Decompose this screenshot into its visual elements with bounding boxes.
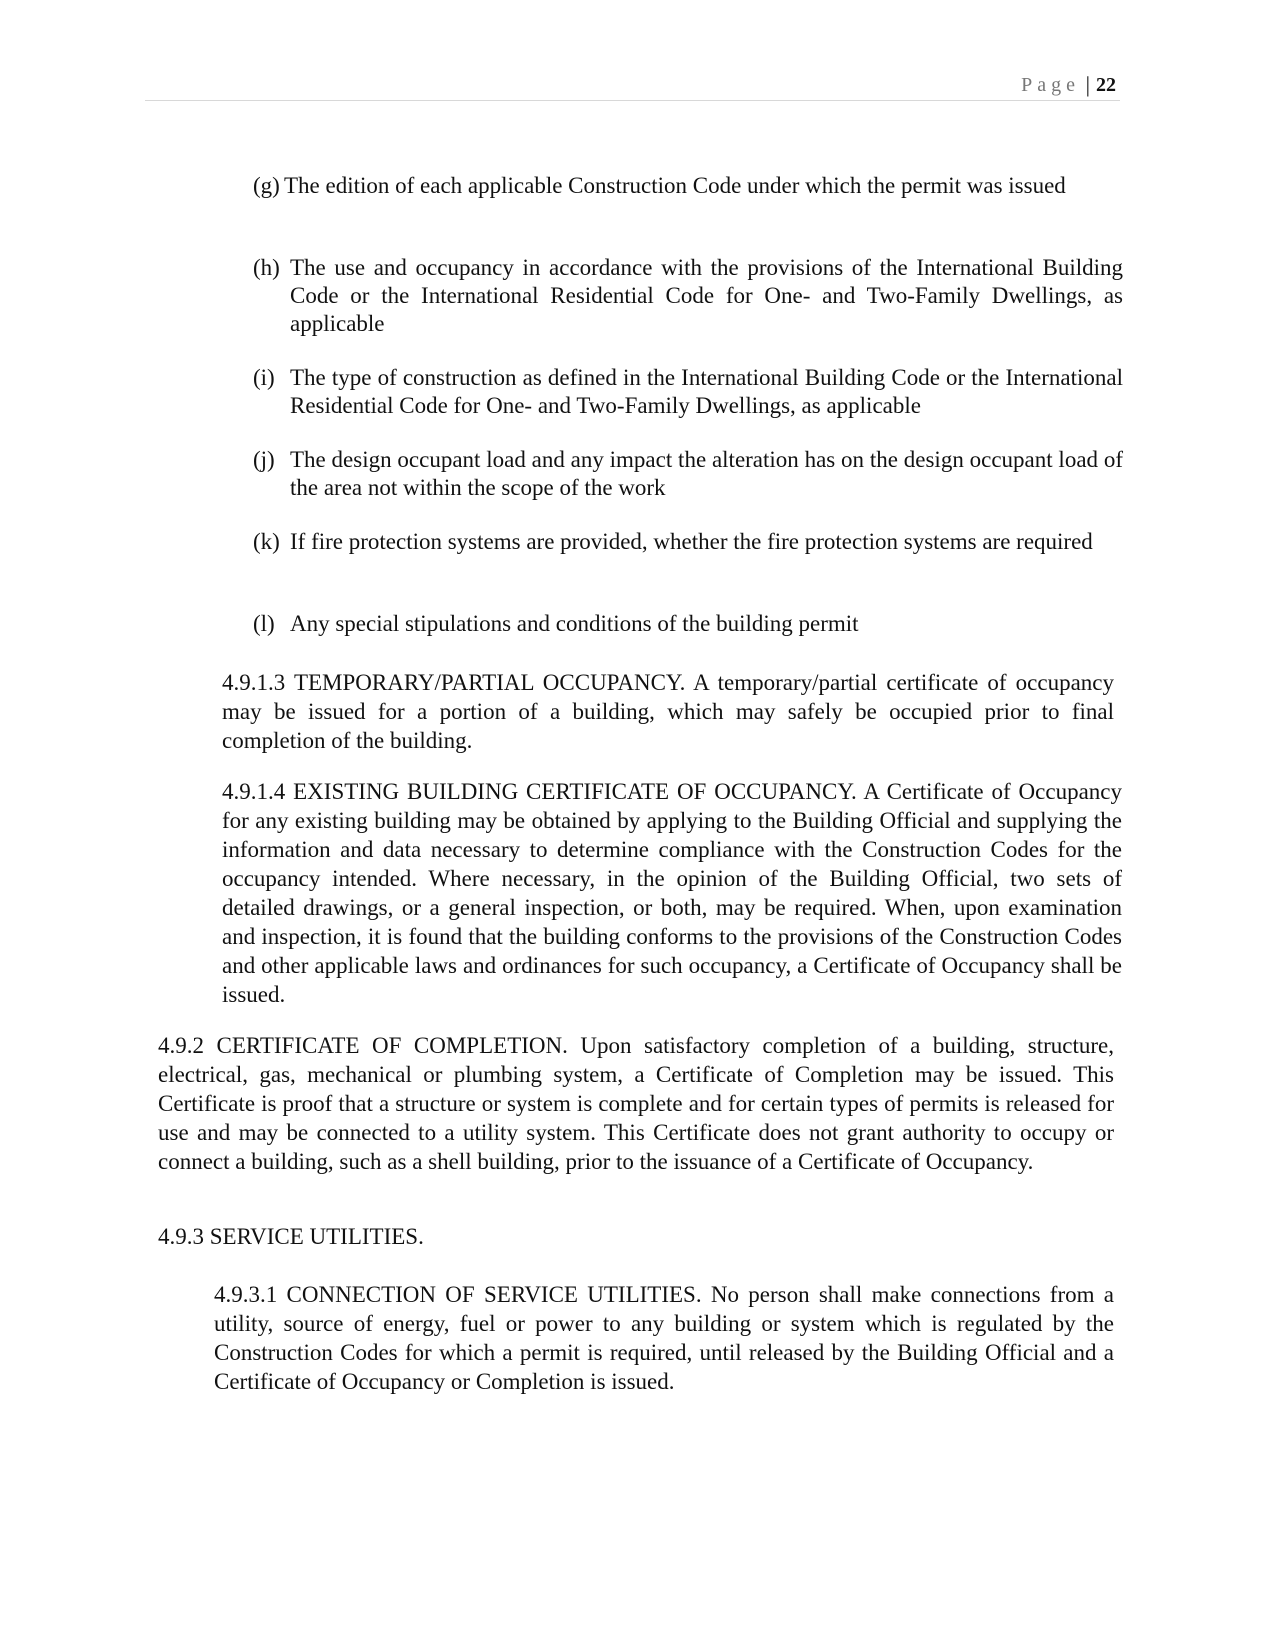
list-text: The design occupant load and any impact the alteration has on the design occupant load of the area not within the scope of the work	[290, 447, 1123, 500]
section-4-9-3-1: 4.9.3.1 CONNECTION OF SERVICE UTILITIES. No person shall make connections from a utility, source of energy, fuel or power to any building or system which is regulated by the Construction Codes for which a permit is required, until released by the Building Official and a Certificate of Occupancy or Completion is issued.	[214, 1282, 1114, 1394]
list-marker: (j)	[253, 447, 275, 472]
page-header	[145, 70, 1120, 101]
page-number: 22	[1096, 74, 1116, 96]
list-item-l	[253, 610, 1123, 638]
list-marker: (l)	[253, 611, 275, 636]
list-text: The edition of each applicable Construction Code under which the permit was issued	[284, 173, 1066, 198]
list-item-i	[253, 364, 1123, 420]
list-text: The use and occupancy in accordance with the provisions of the International Building Code or the International Residential Code for One- and Two-Family Dwellings, as applicable	[290, 255, 1123, 336]
list-marker: (h)	[253, 255, 280, 280]
list-item-k	[253, 528, 1123, 556]
list-marker: (k)	[253, 529, 280, 554]
page-label: Page	[1021, 74, 1080, 96]
section-4-9-2: 4.9.2 CERTIFICATE OF COMPLETION. Upon satisfactory completion of a building, structure, electrical, gas, mechanical or plumbing system, a Certificate of Completion may be issued. This Certificate is proof that a structure or system is complete and for certain types of permits is released for use and may be connected to a utility system. This Certificate does not grant authority to occupy or connect a building, such as a shell building, prior to the issuance of a Certificate of Occupancy.	[158, 1033, 1114, 1174]
list-item-g	[253, 172, 1123, 200]
list-item-h	[253, 254, 1123, 338]
list-text: If fire protection systems are provided, whether the fire protection systems are required	[290, 529, 1093, 554]
list-text: Any special stipulations and conditions of the building permit	[290, 611, 859, 636]
list-text: The type of construction as defined in the International Building Code or the International Residential Code for One- and Two-Family Dwellings, as applicable	[290, 365, 1123, 418]
section-4-9-1-3: 4.9.1.3 TEMPORARY/PARTIAL OCCUPANCY. A temporary/partial certificate of occupancy may be issued for a portion of a building, which may safely be occupied prior to final completion of the building.	[222, 670, 1114, 753]
page-separator: |	[1085, 72, 1090, 97]
list-marker: (i)	[253, 365, 275, 390]
section-4-9-1-4: 4.9.1.4 EXISTING BUILDING CERTIFICATE OF OCCUPANCY. A Certificate of Occupancy for any existing building may be obtained by applying to the Building Official and supplying the information and data necessary to determine compliance with the Construction Codes for the occupancy intended. Where necessary, in the opinion of the Building Official, two sets of detailed drawings, or a general inspection, or both, may be required. When, upon examination and inspection, it is found that the building conforms to the provisions of the Construction Codes and other applicable laws and ordinances for such occupancy, a Certificate of Occupancy shall be issued.	[222, 779, 1122, 1007]
section-4-9-3: 4.9.3 SERVICE UTILITIES.	[158, 1224, 424, 1249]
list-item-j	[253, 446, 1123, 502]
list-marker: (g)	[253, 173, 280, 198]
